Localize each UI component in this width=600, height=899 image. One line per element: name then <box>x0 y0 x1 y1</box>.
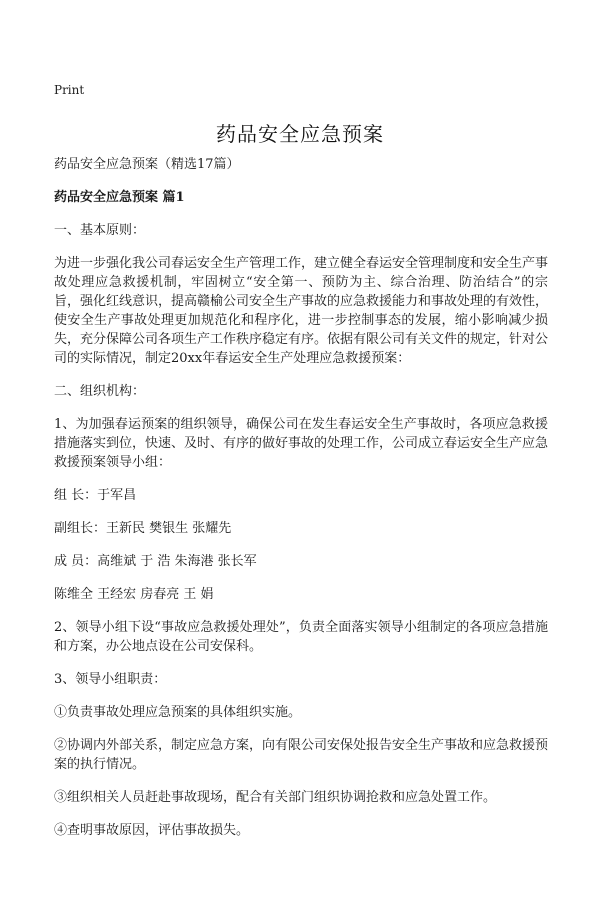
paragraph-duty-2: ②协调内外部关系，制定应急方案，向有限公司安保处报告安全生产事故和应急救援预案的执行情况。 <box>54 738 549 772</box>
paragraph-basic-principles: 为进一步强化我公司春运安全生产管理工作，建立健全春运安全管理制度和安全生产事故处理应急救援机制，牢固树立“安全第一、预防为主、综合治理、防治结合”的宗旨，强化红线意识，提高赣榆公司安全生产事故的应急救援能力和事故处理的有效性，使安全生产事故处理更加规范化和程序化，进一步控制事态的发展，缩小影响减少损失，充分保障公司各项生产工作秩序稳定有序。依据有限公司有关文件的规定，针对公司的实际情况，制定20xx年春运安全生产处理应急救援预案： <box>54 256 549 366</box>
paragraph-basic-principles-heading: 一、基本原则： <box>54 223 146 238</box>
paragraph-deputy-leaders: 副组长：王新民 樊银生 张耀先 <box>54 521 232 536</box>
document-subtitle: 药品安全应急预案（精选17篇） <box>54 157 240 172</box>
document-title: 药品安全应急预案 <box>216 122 384 146</box>
paragraph-duty-1: ①负责事故处理应急预案的具体组织实施。 <box>54 705 302 720</box>
paragraph-duty-3: ③组织相关人员赶赴事故现场，配合有关部门组织协调抢救和应急处置工作。 <box>54 790 497 805</box>
print-label: Print <box>54 83 85 97</box>
document-body <box>54 155 548 854</box>
paragraph-leadership-group: 1、为加强春运预案的组织领导，确保公司在发生春运安全生产事故时，各项应急救援措施落实到位，快速、及时、有序的做好事故的处理工作，公司成立春运安全生产应急救援预案领导小组： <box>54 417 549 470</box>
section-heading: 药品安全应急预案 篇1 <box>54 190 185 205</box>
paragraph-group-leader: 组 长：于军昌 <box>54 488 137 503</box>
paragraph-duties-heading: 3、领导小组职责： <box>54 672 167 687</box>
paragraph-duty-4: ④查明事故原因，评估事故损失。 <box>54 823 250 838</box>
paragraph-members: 成 员：高维斌 于 浩 朱海港 张长军 <box>54 554 257 569</box>
paragraph-organization-heading: 二、组织机构： <box>54 384 146 399</box>
paragraph-emergency-office: 2、领导小组下设“事故应急救援处理处”，负责全面落实领导小组制定的各项应急措施和方案，办公地点设在公司安保科。 <box>54 620 548 654</box>
paragraph-members-continued: 陈维全 王经宏 房春亮 王 娟 <box>54 587 214 602</box>
